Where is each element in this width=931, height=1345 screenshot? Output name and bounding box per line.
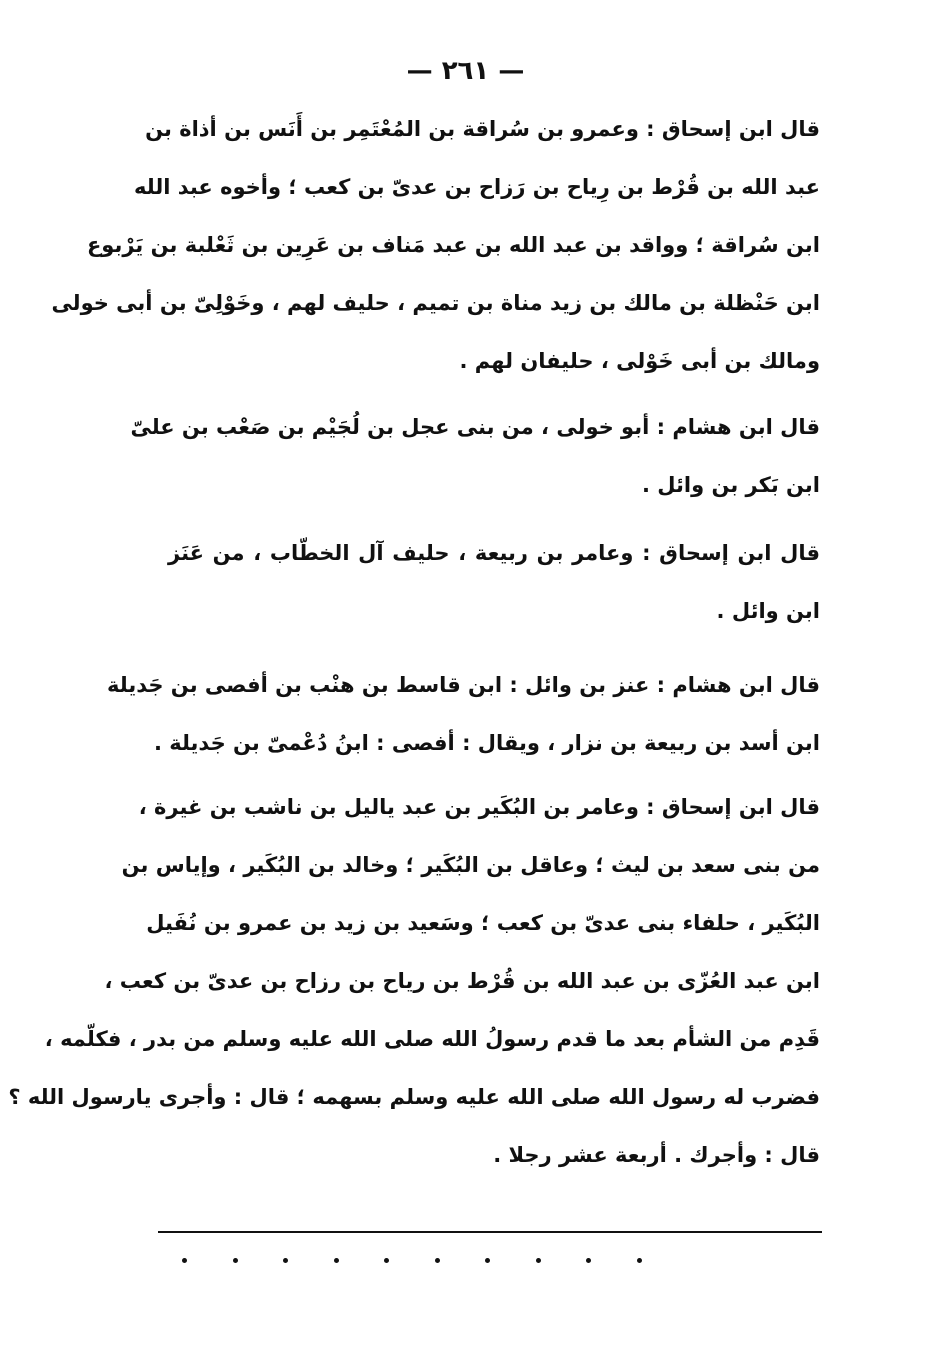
dot-ornament <box>435 1258 440 1263</box>
dot-ornament <box>233 1258 238 1263</box>
text-line: ابن حَنْظلة بن مالك بن زيد مناة بن تميم ، حليف لهم ، وخَوْلِىّ بن أبى خولى <box>51 291 820 315</box>
text-line: قال ابن إسحاق : وعامر بن البُكَير بن عبد ياليل بن ناشب بن غيرة ، <box>138 795 820 819</box>
paragraph-4 <box>107 656 820 772</box>
text-line: فضرب له رسول الله صلى الله عليه وسلم بسهمه ؛ قال : وأجرى يارسول الله ؟ <box>8 1085 820 1109</box>
paragraph-5 <box>8 778 820 1184</box>
text-line: البُكَير ، حلفاء بنى عدىّ بن كعب ؛ وسَعيد بن زيد بن عمرو بن نُفَيل <box>146 911 820 935</box>
text-line: قال : وأجرك . أربعة عشر رجلا . <box>493 1143 820 1167</box>
dot-ornament <box>586 1258 591 1263</box>
paragraph-2 <box>130 398 820 514</box>
paragraph-1 <box>51 100 820 390</box>
text-line: ابن سُراقة ؛ وواقد بن عبد الله بن عبد مَناف بن عَرِين بن ثَعْلبة بن يَرْبوع <box>86 233 820 257</box>
dot-ornament <box>283 1258 288 1263</box>
paragraph-3 <box>168 524 820 640</box>
text-line: ابن وائل . <box>716 599 820 623</box>
text-line: ابن عبد العُزّى بن عبد الله بن قُرْط بن رياح بن رزاح بن عدىّ بن كعب ، <box>104 969 820 993</box>
dot-ornament <box>182 1258 187 1263</box>
dot-ornament <box>485 1258 490 1263</box>
dot-ornament <box>536 1258 541 1263</box>
text-line: قَدِم من الشأم بعد ما قدم رسولُ الله صلى الله عليه وسلم من بدر ، فكلّمه ، <box>44 1027 820 1051</box>
text-line: قال ابن هشام : أبو خولى ، من بنى عجل بن لُجَيْم بن صَعْب بن علىّ <box>130 415 820 439</box>
ornamental-dots <box>182 1250 642 1270</box>
footer-rule <box>158 1231 822 1233</box>
text-line: ابن أسد بن ربيعة بن نزار ، ويقال : أفصى : ابنُ دُعْمىّ بن جَديلة . <box>153 731 820 755</box>
dot-ornament <box>334 1258 339 1263</box>
text-line: قال ابن إسحاق : وعمرو بن سُراقة بن المُعْتَمِر بن أَنَس بن أذاة بن <box>145 117 820 141</box>
text-line: قال ابن إسحاق : وعامر بن ربيعة ، حليف آل الخطّاب ، من عَنَز <box>168 541 820 565</box>
dot-ornament <box>384 1258 389 1263</box>
text-line: قال ابن هشام : عنز بن وائل : ابن قاسط بن هنْب بن أفصى بن جَديلة <box>107 673 820 697</box>
text-line: ابن بَكر بن وائل . <box>641 473 820 497</box>
text-line: من بنى سعد بن ليث ؛ وعاقل بن البُكَير ؛ وخالد بن البُكَير ، وإياس بن <box>121 853 820 877</box>
text-line: ومالك بن أبى خَوْلى ، حليفان لهم . <box>459 349 820 373</box>
dot-ornament <box>637 1258 642 1263</box>
text-line: عبد الله بن قُرْط بن رِياح بن رَزاح بن عدىّ بن كعب ؛ وأخوه عبد الله <box>134 175 820 199</box>
page-number: — ٢٦١ — <box>406 56 525 86</box>
